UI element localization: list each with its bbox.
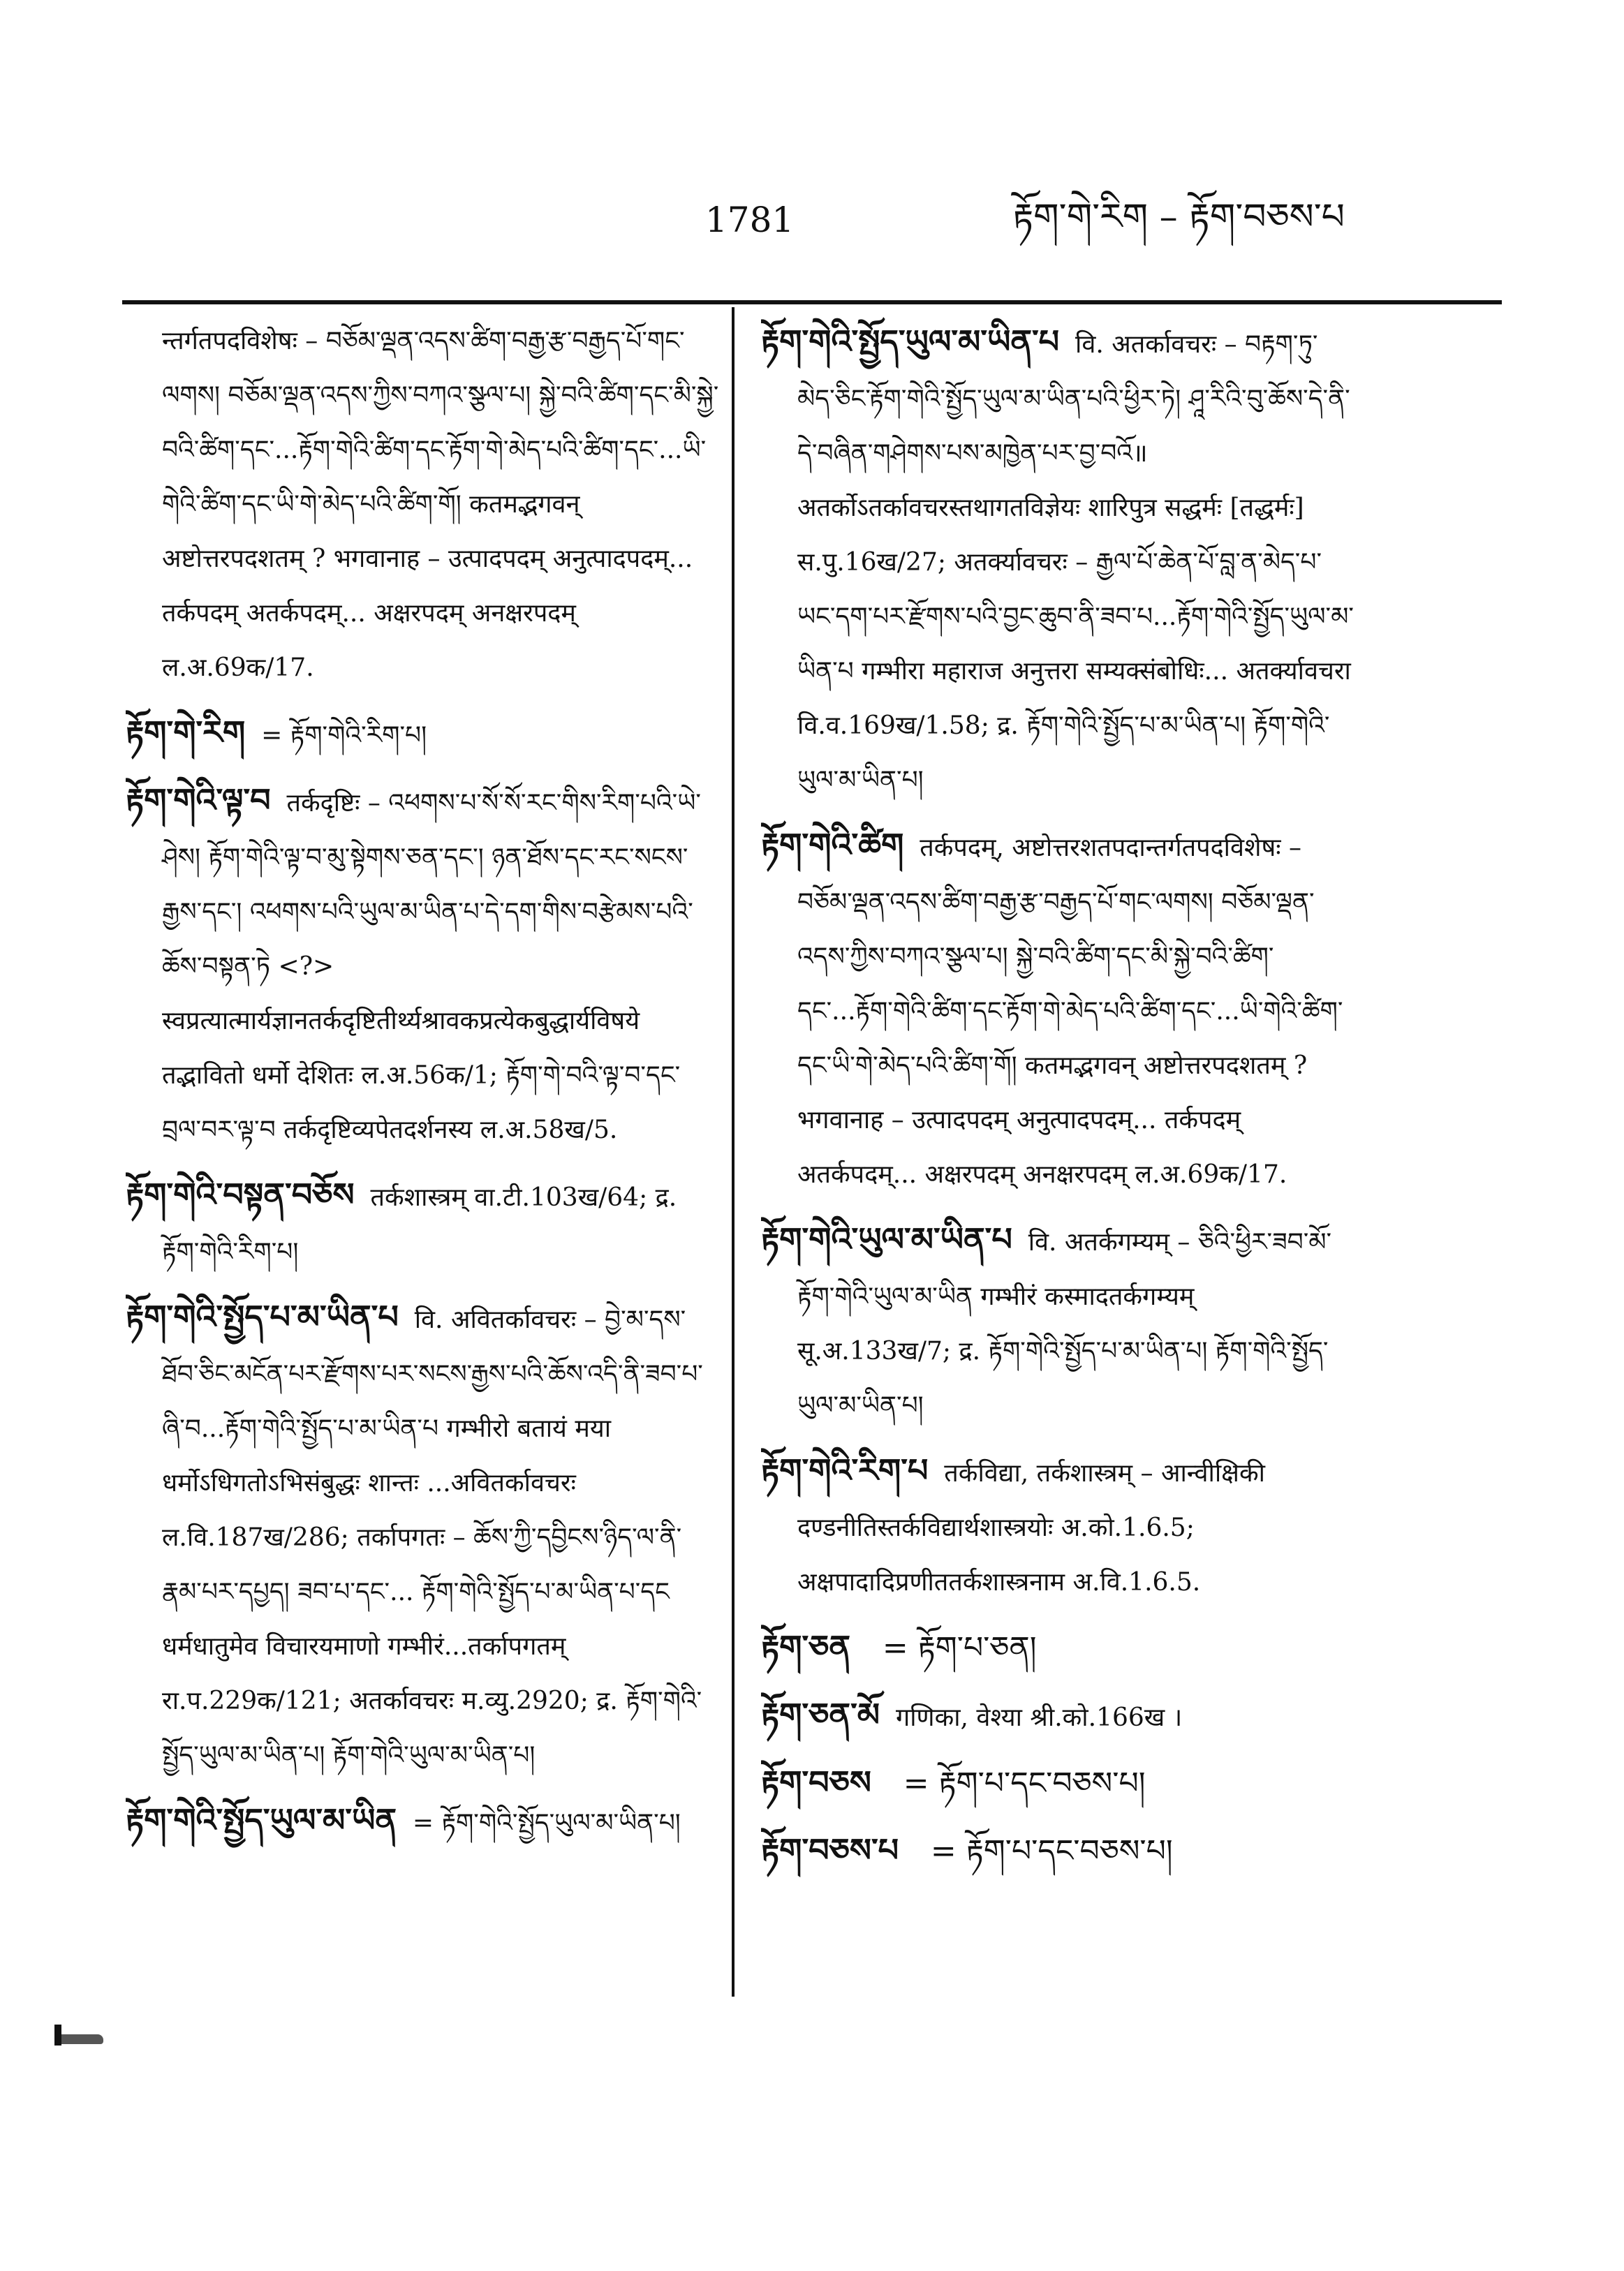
dictionary-entry bbox=[761, 314, 1354, 808]
header-rule bbox=[122, 300, 1502, 304]
dictionary-entry bbox=[126, 1167, 719, 1280]
entry-text: तर्कशास्त्रम् वा.टी.103ख/64; द्र. རྟོག་གེའི་རིག་པ། bbox=[162, 1183, 677, 1266]
entry-text: तर्कपदम्, अष्टोत्तरशतपदान्तर्गतपदविशेषः – བཅོམ་ལྡན་འདས་ཚིག་བརྒྱ་རྩ་བརྒྱད་པོ་གང་ལགས། བཅོམ་ལྡན་འདས་ཀྱིས་བཀའ་སྩལ་པ། སྐྱེ་བའི་ཚིག་དང་མི་སྐྱེ་བའི་ཚིག་དང་...རྟོག་གེའི་ཚིག་དང་རྟོག་གེ་མེད་པའི་ཚིག་དང་...ཡི་གེའི་ཚིག་དང་ཡི་གེ་མེད་པའི་ཚིག་གོ། कतमद्भगवन् अष्टोत्तरपदशतम् ? भगवानाह – उत्पादपदम् अनुत्पादपदम्... तर्कपदम् अतर्कपदम्... अक्षरपदम् अनक्षरपदम् ल.अ.69क/17. bbox=[797, 834, 1343, 1189]
entry-headword: རྟོག་ཅན bbox=[761, 1628, 851, 1666]
dictionary-entry bbox=[126, 1793, 719, 1851]
entry-headword: རྟོག་བཅས་པ bbox=[761, 1831, 899, 1869]
entry-headword: རྟོག་གེའི་ལྟ་བ bbox=[126, 781, 271, 819]
dictionary-entry bbox=[761, 1687, 1354, 1745]
running-head: རྟོག་གེ་རིག – རྟོག་བཅས་པ bbox=[1012, 196, 1345, 238]
entry-text: = རྟོག་པ་དང་བཅས་པ། bbox=[930, 1833, 1173, 1869]
page-number: 1781 bbox=[705, 200, 795, 240]
dictionary-entry bbox=[761, 1443, 1354, 1610]
dictionary-entry bbox=[126, 314, 719, 695]
entry-text: वि. अवितर्कावचरः – བྱེ་མ་དས་ཐོབ་ཅིང་མངོན་པར་རྫོགས་པར་སངས་རྒྱས་པའི་ཆོས་འདི་ནི་ཟབ་པ་ཞི་བ...རྟོག་གེའི་སྤྱོད་པ་མ་ཡིན་པ गम्भीरो बतायं मया धर्मोऽधिगतोऽभिसंबुद्धः शान्तः ...अवितर्कावचरः ल.वि.187ख/286; तर्कापगतः – ཆོས་ཀྱི་དབྱིངས་ཉིད་ལ་ནི་རྣམ་པར་དཔྱད། ཟབ་པ་དང་... རྟོག་གེའི་སྤྱོད་པ་མ་ཡིན་པ་དང धर्मधातुमेव विचारयमाणो गम्भीरं...तर्कापगतम् रा.प.229क/121; अतर्कावचरः म.व्यु.2920; द्र. རྟོག་གེའི་སྤྱོད་ཡུལ་མ་ཡིན་པ། རྟོག་གེའི་ཡུལ་མ་ཡིན་པ། bbox=[162, 1305, 703, 1770]
dictionary-entry bbox=[126, 773, 719, 1157]
entry-text: = རྟོག་པ་ཅན། bbox=[882, 1630, 1037, 1666]
right-column bbox=[761, 314, 1354, 1891]
entry-headword: རྟོག་གེའི་ཚིག bbox=[761, 826, 904, 864]
entry-text: वि. अतर्कगम्यम् – ཅིའི་ཕྱིར་ཟབ་མོ་རྟོག་གེའི་ཡུལ་མ་ཡིན गम्भीरं कस्मादतर्कगम्यम् सू.अ.133ख/7; द्र. རྟོག་གེའི་སྤྱོད་པ་མ་ཡིན་པ། རྟོག་གེའི་སྤྱོད་ཡུལ་མ་ཡིན་པ། bbox=[797, 1228, 1332, 1420]
entry-text: गणिका, वेश्या श्री.को.166ख । bbox=[895, 1703, 1183, 1732]
dictionary-entry bbox=[126, 705, 719, 763]
entry-headword: རྟོག་གེ་རིག bbox=[126, 713, 246, 751]
entry-text: = རྟོག་གེའི་རིག་པ། bbox=[261, 721, 427, 750]
dictionary-entry bbox=[761, 1620, 1354, 1678]
dictionary-entry bbox=[761, 1823, 1354, 1881]
entry-headword: རྟོག་གེའི་སྤྱོད་ཡུལ་མ་ཡིན་པ bbox=[761, 323, 1060, 360]
entry-headword: རྟོག་གེའི་བསྟན་བཅོས bbox=[126, 1176, 355, 1213]
entry-headword: རྟོག་ཅན་མོ bbox=[761, 1696, 880, 1733]
dictionary-entry bbox=[126, 1289, 719, 1783]
entry-headword: རྟོག་བཅས bbox=[761, 1763, 871, 1801]
dictionary-entry bbox=[761, 1755, 1354, 1813]
entry-text: = རྟོག་གེའི་སྤྱོད་ཡུལ་མ་ཡིན་པ། bbox=[412, 1809, 681, 1837]
entry-text: वि. अतर्कावचरः – བརྟག་ཏུ་མེད་ཅིང་རྟོག་གེའི་སྤྱོད་ཡུལ་མ་ཡིན་པའི་ཕྱིར་ཏེ། ཤཱ་རིའི་བུ་ཆོས་དེ་ནི་དེ་བཞིན་གཤེགས་པས་མཁྱེན་པར་བྱ་བའོ॥ अतर्कोऽतर्कावचरस्तथागतविज्ञेयः शारिपुत्र सद्धर्मः [तद्धर्मः] स.पु.16ख/27; अतर्क्यावचरः – རྒྱལ་པོ་ཆེན་པོ་བླ་ན་མེད་པ་ཡང་དག་པར་རྫོགས་པའི་བྱང་ཆུབ་ནི་ཟབ་པ...རྟོག་གེའི་སྤྱོད་ཡུལ་མ་ཡིན་པ गम्भीरा महाराज अनुत्तरा सम्यक्संबोधिः... अतर्क्यावचरा वि.व.169ख/1.58; द्र. རྟོག་གེའི་སྤྱོད་པ་མ་ཡིན་པ། རྟོག་གེའི་ཡུལ་མ་ཡིན་པ། bbox=[797, 330, 1354, 794]
entry-headword: རྟོག་གེའི་རིག་པ bbox=[761, 1451, 929, 1489]
dictionary-entry bbox=[761, 1212, 1354, 1433]
column-divider bbox=[732, 307, 735, 1997]
corner-scan-mark bbox=[54, 2025, 110, 2046]
entry-headword: རྟོག་གེའི་སྤྱོད་པ་མ་ཡིན་པ bbox=[126, 1298, 399, 1336]
left-column bbox=[126, 314, 719, 1861]
entry-text: = རྟོག་པ་དང་བཅས་པ། bbox=[903, 1766, 1146, 1801]
entry-text: तर्कविद्या, तर्कशास्त्रम् – आन्वीक्षिकी दण्डनीतिस्तर्कविद्यार्थशास्त्रयोः अ.को.1.6.5; अक्षपादादिप्रणीततर्कशास्त्रनाम अ.वि.1.6.5. bbox=[797, 1459, 1265, 1597]
entry-headword: རྟོག་གེའི་ཡུལ་མ་ཡིན་པ bbox=[761, 1220, 1012, 1258]
entry-text: तर्कदृष्टिः – འཕགས་པ་སོ་སོ་རང་གིས་རིག་པའི་ཡེ་ཤེས། རྟོག་གེའི་ལྟ་བ་མུ་སྟེགས་ཅན་དང་། ཉན་ཐོས་དང་རང་སངས་རྒྱས་དང་། འཕགས་པའི་ཡུལ་མ་ཡིན་པ་དེ་དག་གིས་བརྩེམས་པའི་ཆོས་བསྟན་ཏེ <?> स्वप्रत्यात्मार्यज्ञानतर्कदृष्टितीर्थ्यश्रावकप्रत्येकबुद्धार्यविषये तद्भावितो धर्मो देशितः ल.अ.56क/1; རྟོག་གེ་བའི་ལྟ་བ་དང་བྲལ་བར་ལྟ་བ तर्कदृष्टिव्यपेतदर्शनस्य ल.अ.58ख/5. bbox=[162, 789, 701, 1144]
entry-headword: རྟོག་གེའི་སྤྱོད་ཡུལ་མ་ཡིན bbox=[126, 1801, 397, 1839]
dictionary-entry bbox=[761, 818, 1354, 1202]
entry-text: न्तर्गतपदविशेषः – བཅོམ་ལྡན་འདས་ཚིག་བརྒྱ་རྩ་བརྒྱད་པོ་གང་ལགས། བཅོམ་ལྡན་འདས་ཀྱིས་བཀའ་སྩལ་པ། སྐྱེ་བའི་ཚིག་དང་མི་སྐྱེ་བའི་ཚིག་དང་...རྟོག་གེའི་ཚིག་དང་རྟོག་གེ་མེད་པའི་ཚིག་དང་...ཡི་གེའི་ཚིག་དང་ཡི་གེ་མེད་པའི་ཚིག་གོ། कतमद्भगवन् अष्टोत्तरपदशतम् ? भगवानाह – उत्पादपदम् अनुत्पादपदम्... तर्कपदम् अतर्कपदम्... अक्षरपदम् अनक्षरपदम् ल.अ.69क/17. bbox=[162, 327, 719, 682]
